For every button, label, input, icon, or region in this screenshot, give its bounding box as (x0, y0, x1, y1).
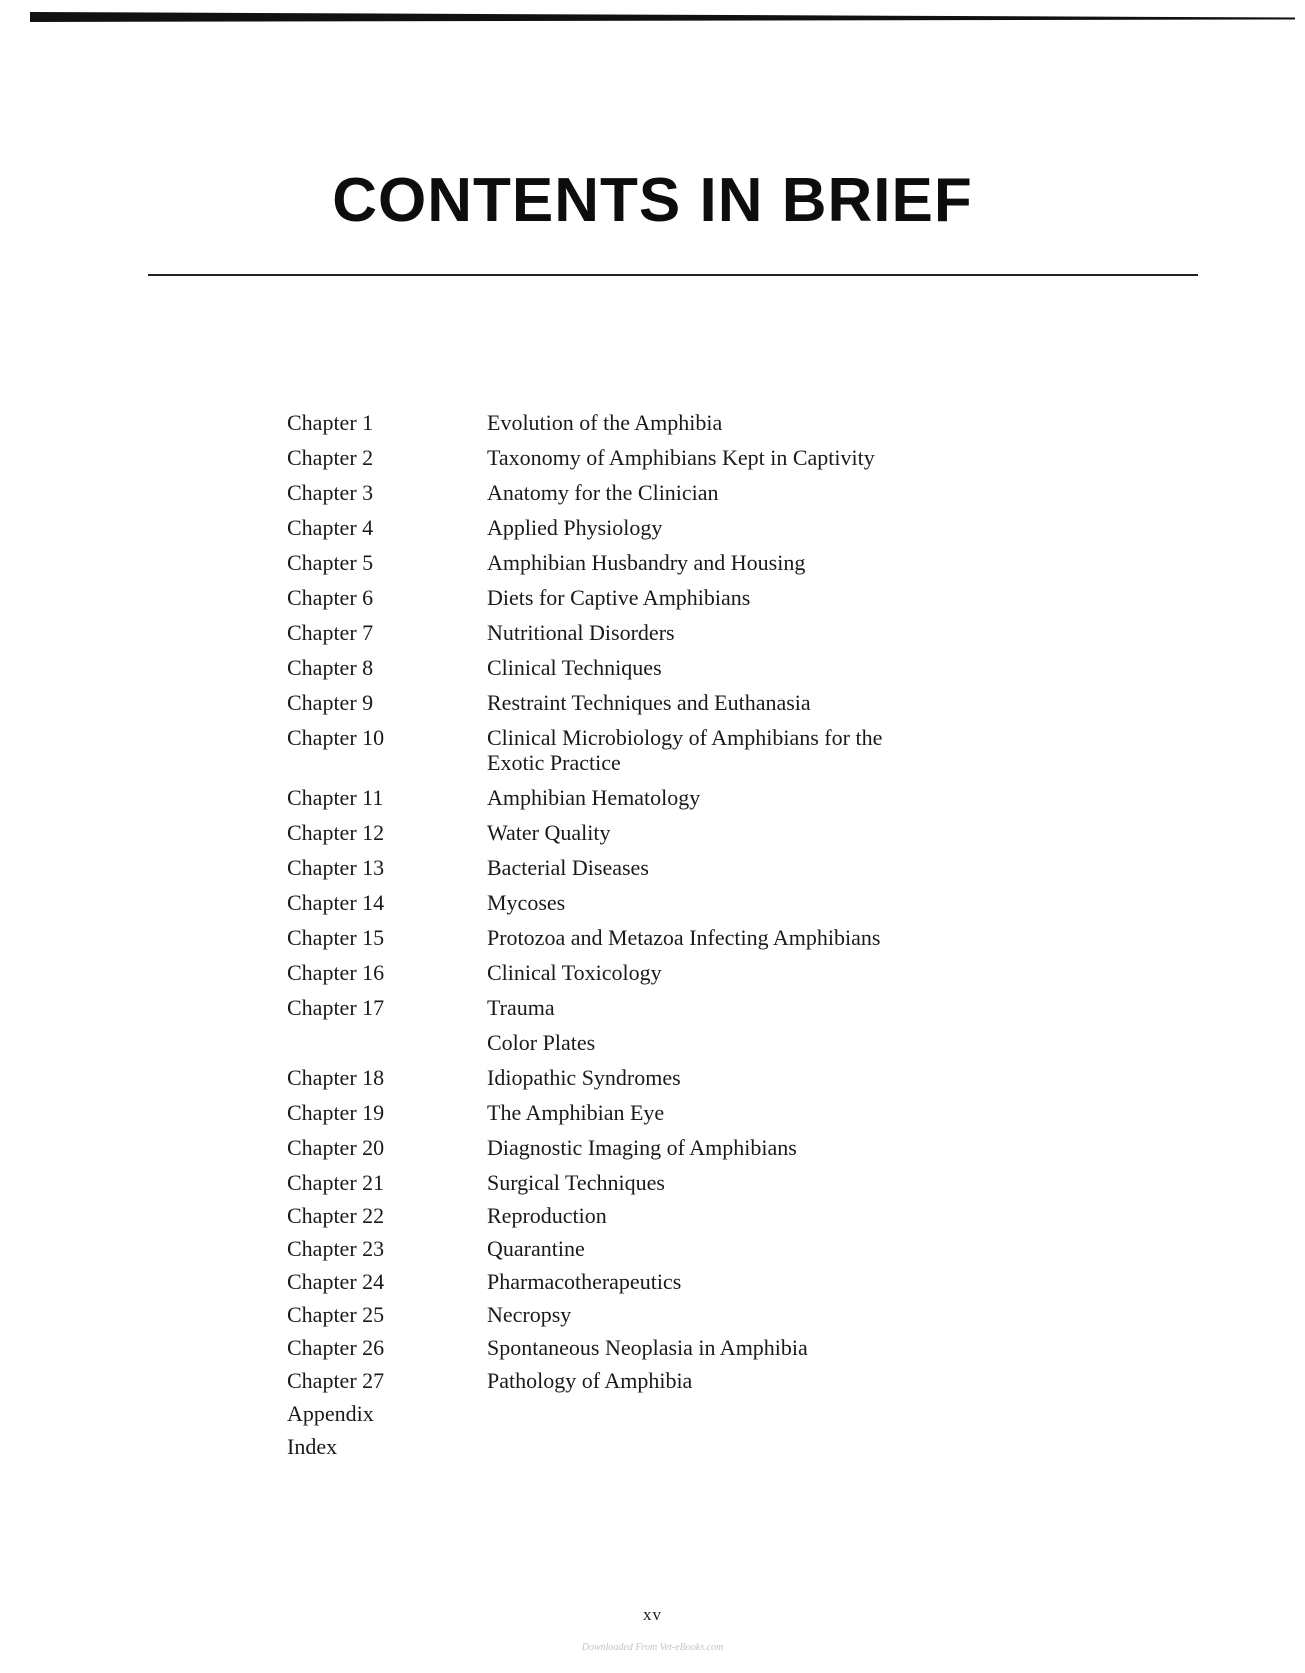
toc-entry-label: Chapter 7 (287, 620, 374, 645)
toc-entry-title: Spontaneous Neoplasia in Amphibia (487, 1335, 808, 1360)
toc-entry (287, 995, 987, 1020)
toc-entry-title: Amphibian Husbandry and Housing (487, 550, 806, 575)
toc-entry-label: Chapter 15 (287, 925, 385, 950)
toc-entry-title: Restraint Techniques and Euthanasia (487, 690, 811, 715)
toc-entry-title: Evolution of the Amphibia (487, 410, 723, 435)
toc-entry (287, 515, 987, 540)
toc-entry (287, 925, 987, 950)
toc-entry-title: Pharmacotherapeutics (487, 1269, 682, 1294)
toc-entry-title: Clinical Microbiology of Amphibians for the Exotic Practice (487, 725, 883, 775)
download-watermark: Downloaded From Vet-eBooks.com (581, 1642, 724, 1653)
toc-entry-label: Chapter 24 (287, 1269, 385, 1294)
toc-entry (287, 1065, 987, 1090)
toc-entry-label: Chapter 16 (287, 960, 385, 985)
toc-entry-label: Chapter 9 (287, 690, 374, 715)
toc-entry-title: Anatomy for the Clinician (487, 480, 719, 505)
toc-entry (287, 1269, 987, 1294)
toc-entry-title: Taxonomy of Amphibians Kept in Captivity (487, 445, 875, 470)
toc-entry (287, 1236, 987, 1261)
toc-entry-label: Chapter 17 (287, 995, 385, 1020)
toc-entry (287, 1100, 987, 1125)
toc-entry (287, 960, 987, 985)
toc-entry-label: Index (287, 1434, 338, 1459)
toc-entry-label: Chapter 6 (287, 585, 374, 610)
toc-entry (287, 1401, 987, 1426)
toc-entry-title: Mycoses (487, 890, 566, 915)
toc-entry-title: Reproduction (487, 1203, 607, 1228)
toc-entry-label: Appendix (287, 1401, 374, 1426)
toc-entry (287, 1368, 987, 1393)
toc-entry-label: Chapter 14 (287, 890, 385, 915)
toc-entry-title: Clinical Techniques (487, 655, 662, 680)
toc-entry (287, 1335, 987, 1360)
toc-entry-title: Amphibian Hematology (487, 785, 701, 810)
toc-entry (287, 655, 987, 680)
toc-entry (287, 1434, 987, 1459)
toc-entry (287, 1135, 987, 1160)
toc-entry-label: Chapter 19 (287, 1100, 385, 1125)
toc-entry-label: Chapter 18 (287, 1065, 385, 1090)
toc-entry-label: Chapter 4 (287, 515, 374, 540)
toc-entry-label: Chapter 3 (287, 480, 374, 505)
toc-entry-label: Chapter 8 (287, 655, 374, 680)
toc-entry-title: Clinical Toxicology (487, 960, 662, 985)
toc-entry (287, 820, 987, 845)
toc-entry (287, 550, 987, 575)
title-divider (148, 274, 1198, 276)
toc-entry-title: Pathology of Amphibia (487, 1368, 693, 1393)
toc-entry-title: Quarantine (487, 1236, 585, 1261)
toc-entry (287, 445, 987, 470)
toc-entry-label: Chapter 27 (287, 1368, 385, 1393)
toc-entry (287, 725, 987, 775)
toc-entry (287, 855, 987, 880)
toc-entry-title: Bacterial Diseases (487, 855, 649, 880)
toc-entry-title: Water Quality (487, 820, 611, 845)
top-rule (30, 12, 1295, 22)
toc-entry (287, 785, 987, 810)
toc-entry (287, 620, 987, 645)
toc-entry-label: Chapter 12 (287, 820, 385, 845)
toc-entry-label: Chapter 22 (287, 1203, 385, 1228)
toc-entry (287, 1203, 987, 1228)
toc-entry-label: Chapter 10 (287, 725, 385, 750)
toc-entry-label: Chapter 1 (287, 410, 374, 435)
toc-entry-title: Diets for Captive Amphibians (487, 585, 751, 610)
contents-list (287, 410, 987, 1467)
toc-entry-label: Chapter 2 (287, 445, 374, 470)
toc-entry-label: Chapter 5 (287, 550, 374, 575)
toc-entry-title: Protozoa and Metazoa Infecting Amphibians (487, 925, 881, 950)
page-number: xv (643, 1605, 662, 1624)
toc-entry-title: Color Plates (487, 1030, 596, 1055)
toc-entry-title: Nutritional Disorders (487, 620, 675, 645)
toc-entry (287, 890, 987, 915)
toc-entry-title: Idiopathic Syndromes (487, 1065, 681, 1090)
toc-entry (287, 410, 987, 435)
toc-entry (287, 480, 987, 505)
toc-entry-label: Chapter 26 (287, 1335, 385, 1360)
toc-entry-label: Chapter 21 (287, 1170, 385, 1195)
toc-entry (287, 585, 987, 610)
toc-entry-label: Chapter 23 (287, 1236, 385, 1261)
toc-entry-label: Chapter 20 (287, 1135, 385, 1160)
toc-entry (287, 1170, 987, 1195)
toc-entry-title: Necropsy (487, 1302, 572, 1327)
page-title: CONTENTS IN BRIEF (332, 166, 973, 235)
toc-entry-title: Surgical Techniques (487, 1170, 665, 1195)
toc-entry-title: The Amphibian Eye (487, 1100, 665, 1125)
toc-entry-label: Chapter 11 (287, 785, 384, 810)
toc-entry-label: Chapter 25 (287, 1302, 385, 1327)
toc-entry (287, 690, 987, 715)
toc-entry-title: Applied Physiology (487, 515, 663, 540)
toc-entry-title: Trauma (487, 995, 555, 1020)
toc-entry-title: Diagnostic Imaging of Amphibians (487, 1135, 797, 1160)
toc-entry (287, 1302, 987, 1327)
toc-entry-label: Chapter 13 (287, 855, 385, 880)
toc-entry (287, 1030, 987, 1055)
